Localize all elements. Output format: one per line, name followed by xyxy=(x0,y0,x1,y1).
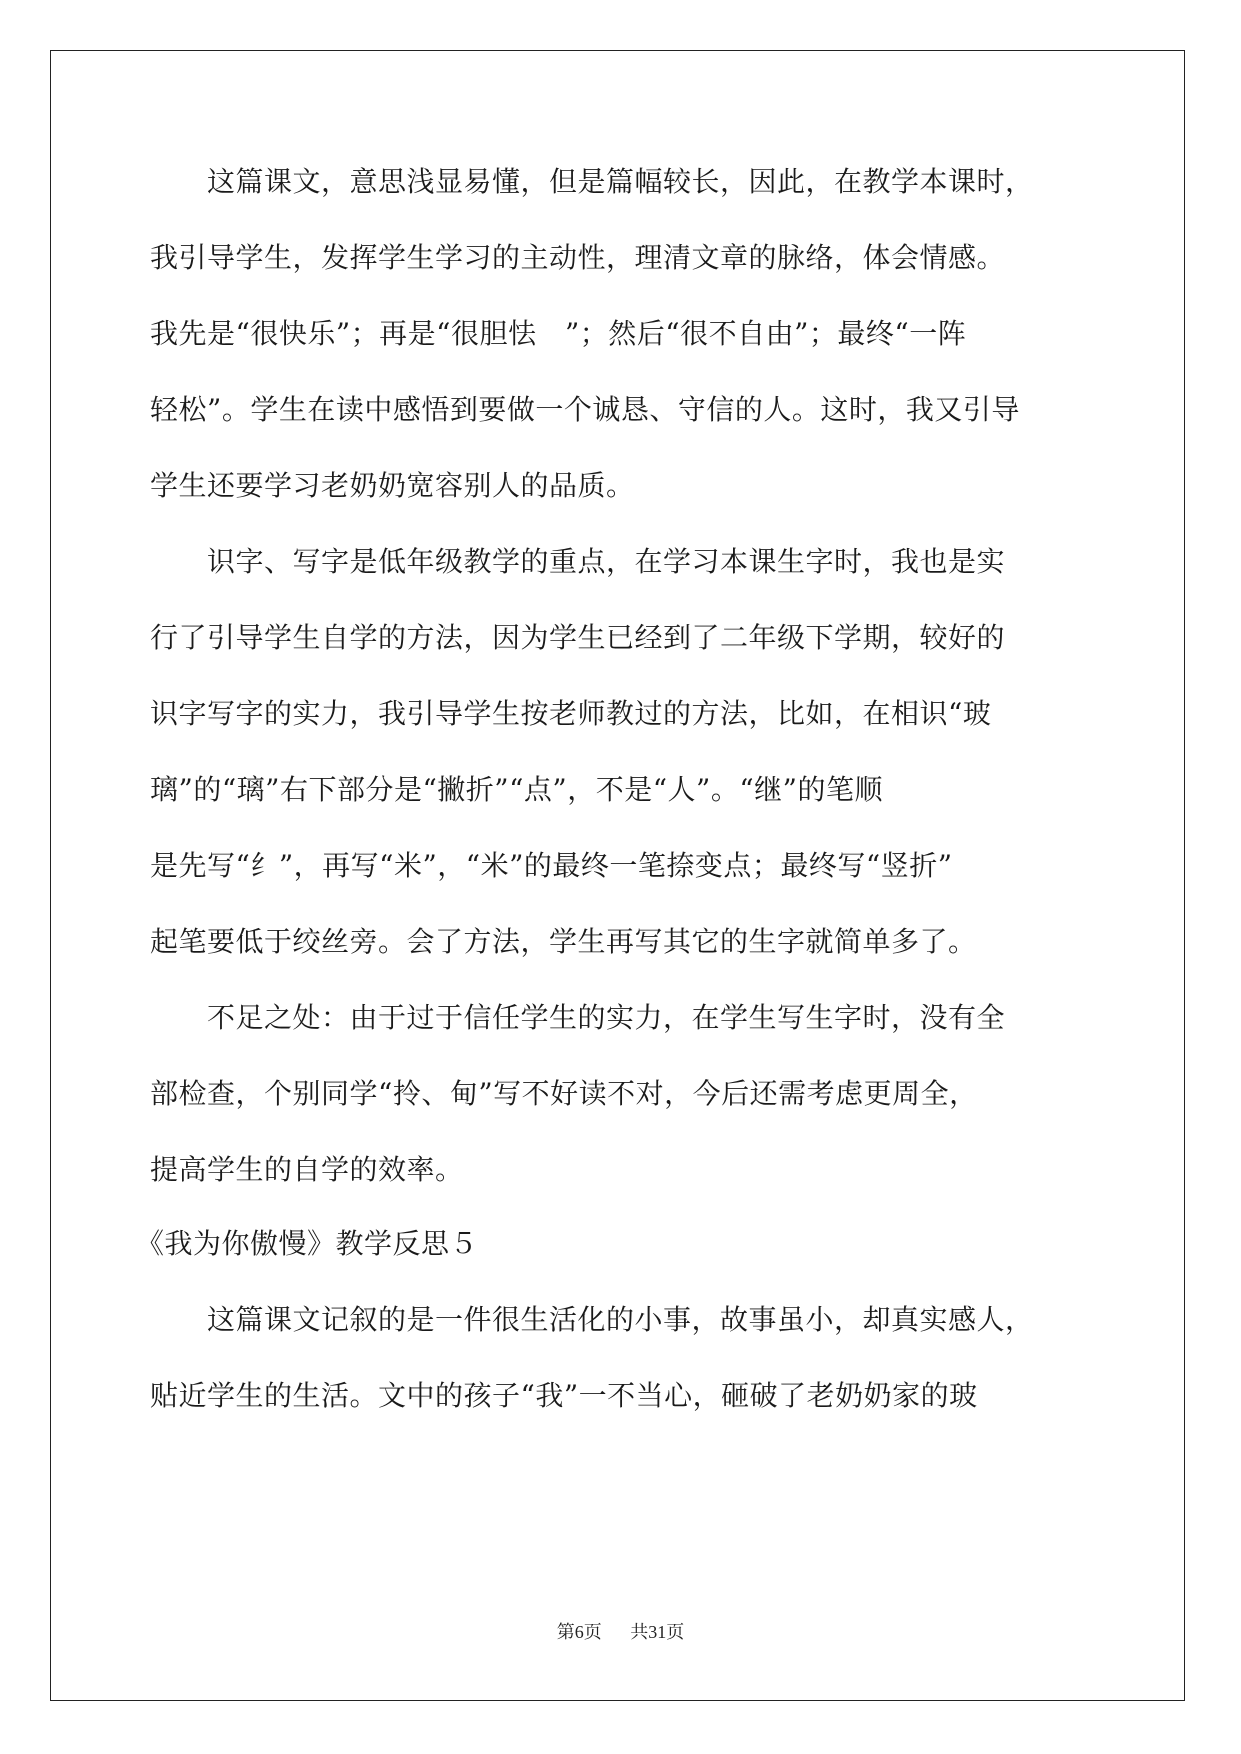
text-line: 这篇课文，意思浅显易懂，但是篇幅较长，因此，在教学本课时， xyxy=(150,165,1034,198)
text-line: 不足之处：由于过于信任学生的实力，在学生写生字时，没有全 xyxy=(150,1001,1006,1034)
text-line: 是先写“纟”，再写“米”，“米”的最终一笔捺变点；最终写“竖折” xyxy=(150,849,953,882)
text-line: 我引导学生，发挥学生学习的主动性，理清文章的脉络，体会情感。 xyxy=(150,241,1006,274)
text-line: 识字、写字是低年级教学的重点，在学习本课生字时，我也是实 xyxy=(150,545,1006,578)
text-line: 我先是“很快乐”；再是“很胆怯 ”；然后“很不自由”；最终“一阵 xyxy=(150,317,967,350)
text-line: 贴近学生的生活。文中的孩子“我”一不当心，砸破了老奶奶家的玻 xyxy=(150,1379,978,1412)
text-line: 轻松”。学生在读中感悟到要做一个诚恳、守信的人。这时，我又引导 xyxy=(150,393,1020,426)
section-heading: 《我为你傲慢》教学反思５ xyxy=(136,1227,479,1260)
footer-page-suffix: 页 xyxy=(583,1622,602,1643)
text-line: 起笔要低于绞丝旁。会了方法，学生再写其它的生字就简单多了。 xyxy=(150,925,977,958)
page-footer xyxy=(0,1620,1241,1645)
footer-page-prefix: 第 xyxy=(556,1622,575,1643)
text-line: 行了引导学生自学的方法，因为学生已经到了二年级下学期，较好的 xyxy=(150,621,1006,654)
text-line: 识字写字的实力，我引导学生按老师教过的方法，比如，在相识“玻 xyxy=(150,697,992,730)
text-line: 璃”的“璃”右下部分是“撇折”“点”，不是“人”。“继”的笔顺 xyxy=(150,773,883,806)
text-line: 提高学生的自学的效率。 xyxy=(150,1153,464,1186)
footer-total-suffix: 页 xyxy=(666,1622,685,1643)
footer-page-current: 6 xyxy=(574,1622,584,1642)
text-line: 这篇课文记叙的是一件很生活化的小事，故事虽小，却真实感人， xyxy=(150,1303,1034,1336)
footer-page-total: 31 xyxy=(648,1622,667,1642)
footer-total-prefix: 共 xyxy=(630,1622,649,1643)
text-line: 学生还要学习老奶奶宽容别人的品质。 xyxy=(150,469,635,502)
text-line: 部检查，个别同学“拎、甸”写不好读不对，今后还需考虑更周全， xyxy=(150,1077,978,1110)
